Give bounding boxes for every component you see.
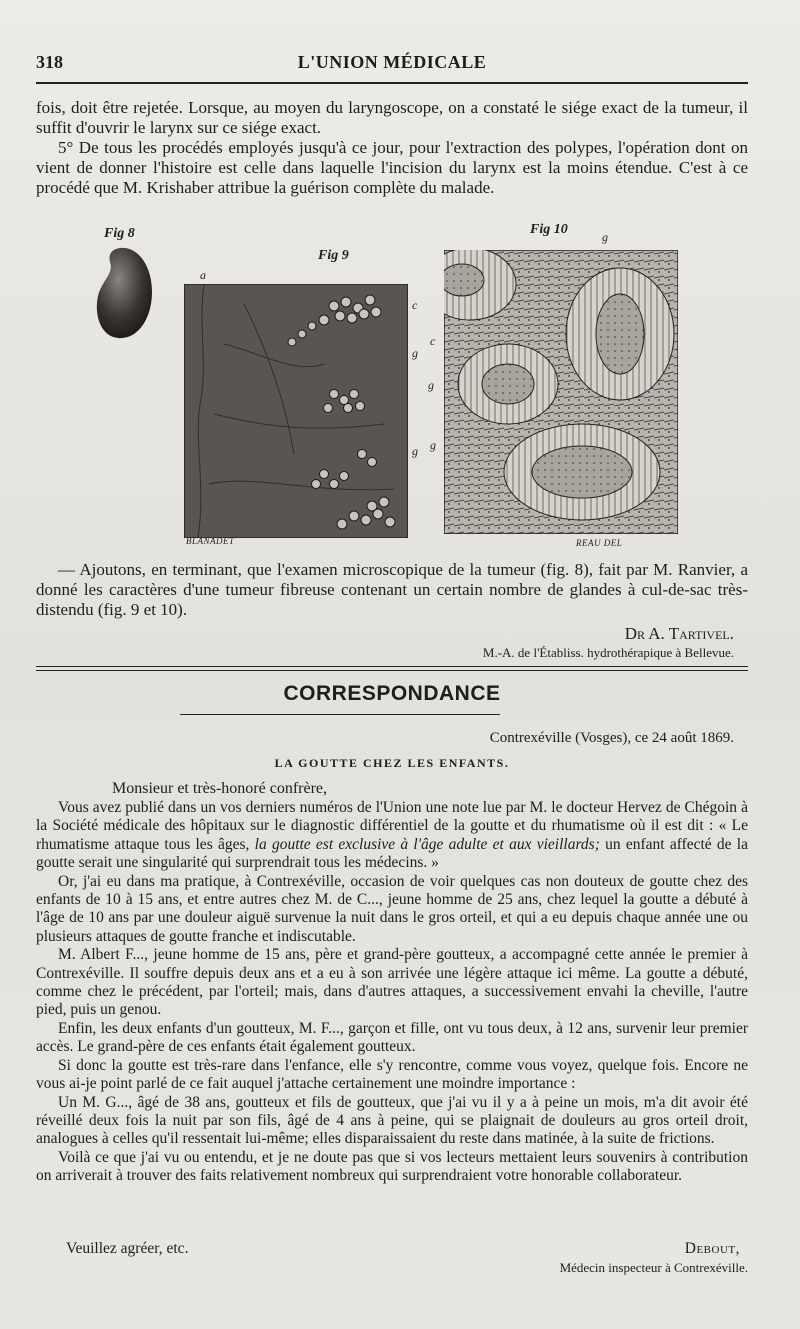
fig10-letter: g bbox=[430, 438, 436, 452]
letter-body bbox=[36, 799, 748, 1186]
letter-paragraph: M. Albert F..., jeune homme de 15 ans, père et grand-père goutteux, a accompagné cette année le premier à Contrexéville. Il souffre depuis deux ans et a eu à son arrivée une légère attaque ici même. La goutte a débuté, comme chez le précédent, par l'orteil; mais, dans d'autres attaques, a successivement envahi la cheville, l'autre pied, puis un genou. bbox=[36, 946, 748, 1019]
article-paragraph: 5° De tous les procédés employés jusqu'à ce jour, pour l'extraction des polypes, l'opération dont on vient de donner l'histoire est celle dans laquelle l'incision du larynx est la moins étendue. C'est à ce procédé que M. Krishaber attribue la guérison complète du malade. bbox=[36, 138, 748, 197]
fig8-label: Fig 8 bbox=[104, 226, 135, 241]
section-title: CORRESPONDANCE bbox=[283, 682, 501, 705]
letter-paragraph: Voilà ce que j'ai vu ou entendu, et je ne doute pas que si vos lecteurs mettaient leurs souvenirs à contribution on arriverait à trouver des faits relativement nombreux qui surprendraient votre honorable collaborateur. bbox=[36, 1148, 748, 1185]
letter-paragraph bbox=[36, 799, 748, 873]
fig10-letter: g bbox=[602, 230, 608, 244]
fig10-gland-drawing bbox=[444, 250, 678, 534]
figure-area bbox=[36, 222, 748, 552]
running-title: L'UNION MÉDICALE bbox=[297, 52, 487, 72]
fig10-letter: g bbox=[428, 378, 434, 392]
fig9-artist-signature: BLANADET bbox=[186, 536, 235, 546]
article-paragraph: fois, doit être rejetée. Lorsque, au moyen du laryngoscope, on a constaté le siége exact de la tumeur, il suffit d'ouvrir le larynx sur ce siége exact. bbox=[36, 98, 748, 137]
fig9-letter: a bbox=[200, 268, 206, 282]
fig10-letter: c bbox=[430, 334, 436, 348]
article-end bbox=[36, 98, 748, 198]
conclusion-paragraph: — Ajoutons, en terminant, que l'examen microscopique de la tumeur (fig. 8), fait par M. Ranvier, a donné les caractères d'une tumeur fibreuse contenant un certain nombre de glandes à cul-de-sac très-distendu (fig. 9 et 10). bbox=[36, 560, 748, 619]
letter-closing: Veuillez agréer, etc. bbox=[66, 1240, 189, 1257]
page-header bbox=[36, 52, 748, 82]
article-signature: Dr A. Tartivel. bbox=[624, 624, 734, 643]
letter-paragraph: Un M. G..., âgé de 38 ans, goutteux et fils de goutteux, que j'ai vu il y a à peine un mois, m'a dit avoir été réveillé deux fois la nuit par son fils, âgé de 4 ans à peine, qui se plaignait de douleurs au gros orteil droit, analogues à celles qu'il ressentait lui-même; elles disparaissaient du reste dans matinée, à la suite de frictions. bbox=[36, 1093, 748, 1148]
letter-text: Vous avez publié dans un vos derniers numéros de l'Union une note lue par M. le docteur Hervez de Chégoin à la Société médicale des hôpitaux sur le diagnostic différentiel de la goutte et du rhumatisme où il est dit : « Le rhumatisme attaque tous les âges, bbox=[36, 799, 748, 853]
letter-quote-italic: la goutte est exclusive à l'âge adulte et aux vieillards; bbox=[254, 835, 600, 853]
fig10-artist-signature: REAU DEL bbox=[576, 538, 623, 548]
section-rule bbox=[36, 666, 748, 667]
letter-author: Debout, bbox=[684, 1240, 740, 1257]
section-rule bbox=[36, 670, 748, 671]
fig9-letter: g bbox=[412, 444, 418, 458]
article-signature-role: M.-A. de l'Établiss. hydrothérapique à Bellevue. bbox=[482, 645, 734, 660]
fig9-label: Fig 9 bbox=[318, 248, 349, 263]
article-conclusion bbox=[36, 560, 748, 620]
letter-paragraph: Or, j'ai eu dans ma pratique, à Contrexéville, occasion de voir quelques cas non douteux de goutte chez des enfants de 10 à 15 ans, et entre autres chez M. de C..., jeune homme de 25 ans, chez lequel la goutte a débuté à l'âge de 10 ans par une douleur aiguë survenue la nuit dans le gros orteil, et qui a eu depuis chaque année une ou plusieurs attaques de goutte franche et indiscutable. bbox=[36, 872, 748, 945]
letter-salutation: Monsieur et très-honoré confrère, bbox=[112, 780, 328, 797]
header-rule bbox=[36, 82, 748, 84]
letter-dateline: Contrexéville (Vosges), ce 24 août 1869. bbox=[489, 730, 734, 746]
letter-text: un enfant affecté de la goutte serait une singularité qui surprendrait tous les médecins. » bbox=[36, 835, 748, 872]
letter-author-role: Médecin inspecteur à Contrexéville. bbox=[559, 1260, 748, 1275]
letter-subtitle: LA GOUTTE CHEZ LES ENFANTS. bbox=[274, 756, 510, 770]
letter-paragraph: Si donc la goutte est très-rare dans l'enfance, elle s'y rencontre, comme vous voyez, quelque fois. Encore ne vous ai-je point parlé de ce fait auquel j'attache certainement une moindre importance : bbox=[36, 1056, 748, 1093]
fig10-label: Fig 10 bbox=[530, 222, 568, 237]
page-number: 318 bbox=[36, 52, 63, 72]
fig8-tumour-drawing bbox=[90, 244, 160, 344]
fig9-letter: c bbox=[412, 298, 418, 312]
title-underline bbox=[180, 714, 500, 715]
fig9-microscope-drawing bbox=[184, 284, 408, 538]
fig9-letter: g bbox=[412, 346, 418, 360]
letter-paragraph: Enfin, les deux enfants d'un goutteux, M. F..., garçon et fille, ont vu tous deux, à 12 ans, survenir leur premier accès. Le grand-père de ces enfants était également goutteux. bbox=[36, 1019, 748, 1056]
